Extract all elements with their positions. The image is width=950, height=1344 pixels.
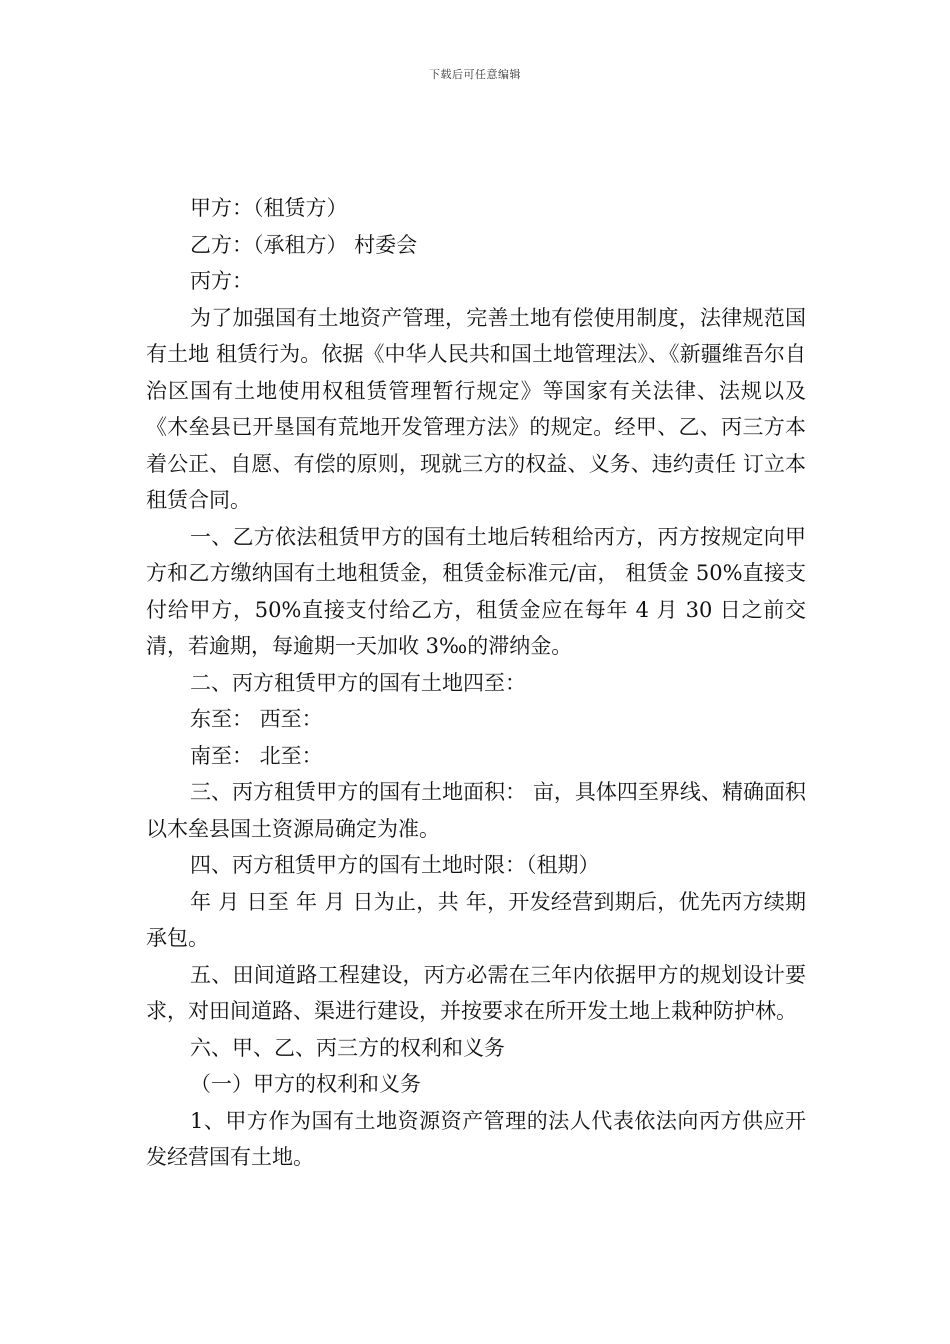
clause-1-paragraph: 一、乙方依法租赁甲方的国有土地后转租给丙方，丙方按规定向甲方和乙方缴纳国有土地租赁金，租赁金标准元/亩， 租赁金 50%直接支付给甲方，50%直接支付给乙方，租赁金应在每年 4 月 30 日之前交清，若逾期，每逾期一天加收 3‰的滞纳金。	[146, 524, 806, 658]
clause-6-heading: 六、甲、乙、丙三方的权利和义务	[190, 1035, 505, 1060]
party-a-line: 甲方：（租赁方）	[190, 196, 348, 220]
clause-4-heading: 四、丙方租赁甲方的国有土地时限：（租期）	[190, 853, 600, 877]
party-c-line: 丙方：	[190, 269, 253, 293]
clause-5-paragraph: 五、田间道路工程建设，丙方必需在三年内依据甲方的规划设计要求，对田间道路、渠进行建设，并按要求在所开发土地上栽种防护林。	[146, 962, 806, 1023]
boundary-south-north: 南至： 北至：	[190, 743, 323, 768]
boundary-east-west: 东至： 西至：	[190, 707, 323, 731]
preamble-paragraph: 为了加强国有土地资产管理，完善土地有偿使用制度，法律规范国有土地 租赁行为。依据《中华人民共和国土地管理法》、《新疆维吾尔自治区国有土地使用权租赁管理暂行规定》等国家有关法律、法规以及《木垒县已开垦国有荒地开发管理方法》的规定。经甲、乙、丙三方本着公正、自愿、有偿的原则，现就三方的权益、义务、违约责任 订立本租赁合同。	[146, 305, 806, 512]
item-1-paragraph: 1、甲方作为国有土地资源资产管理的法人代表依法向丙方供应开发经营国有土地。	[146, 1108, 806, 1169]
page-header: 下载后可任意编辑	[429, 68, 521, 81]
clause-3-paragraph: 三、丙方租赁甲方的国有土地面积： 亩，具体四至界线、精确面积以木垒县国土资源局确定为准。	[146, 780, 806, 841]
clause-2-heading: 二、丙方租赁甲方的国有土地四至：	[190, 670, 526, 695]
subsection-a-heading: （一）甲方的权利和义务	[190, 1072, 421, 1096]
party-b-line: 乙方：（承租方） 村委会	[190, 232, 418, 257]
lease-term-paragraph: 年 月 日至 年 月 日为止，共 年，开发经营到期后，优先丙方续期承包。	[146, 889, 806, 950]
document-body	[146, 190, 806, 1176]
